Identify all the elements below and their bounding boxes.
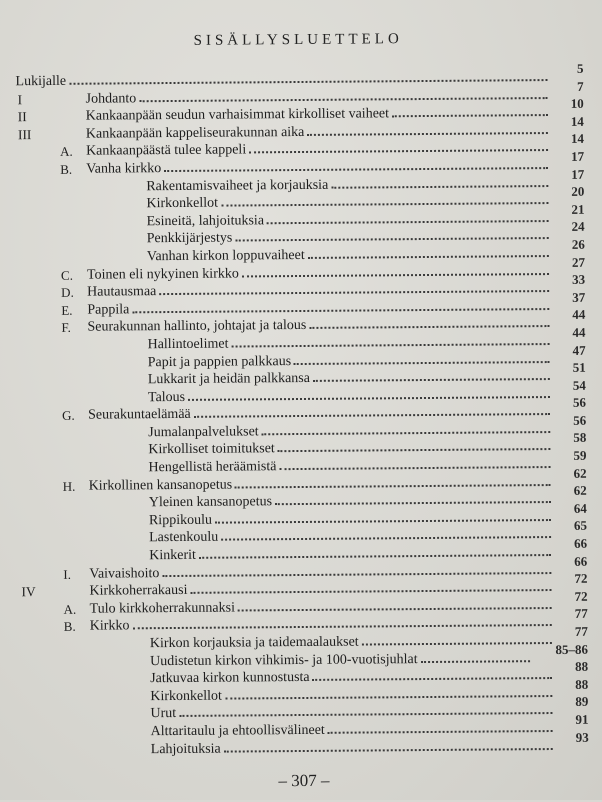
section-letter: G. — [62, 408, 75, 424]
entry-title: Kirkollinen kansanopetus — [88, 477, 233, 494]
dot-leader — [307, 131, 548, 136]
page-ref: 77 — [574, 623, 588, 639]
page-ref: 65 — [573, 518, 588, 534]
dot-leader — [242, 272, 549, 277]
dot-leader — [231, 342, 549, 347]
dot-leader — [179, 711, 552, 717]
entry-title: Lastenkoulu — [149, 530, 219, 546]
section-letter: A. — [59, 144, 73, 160]
page-ref: 47 — [572, 342, 586, 358]
dot-leader — [199, 553, 551, 559]
page-ref: 17 — [571, 166, 585, 182]
page-ref: 88 — [575, 676, 589, 692]
page-title: SISÄLLYSLUETTELO — [193, 31, 403, 49]
entry-title: Papit ja pappien palkkaus — [147, 353, 292, 370]
page-ref: 93 — [575, 729, 589, 745]
dot-leader — [331, 184, 548, 189]
page-ref: 88 — [575, 658, 589, 675]
dot-leader — [279, 465, 550, 470]
page-ref: 62 — [573, 483, 587, 499]
dot-leader — [188, 395, 550, 401]
dot-leader — [224, 747, 553, 753]
chapter-numeral: II — [17, 109, 27, 125]
entry-title: Lukijalle — [15, 73, 67, 90]
entry-title: Talous — [147, 389, 186, 405]
section-letter: I. — [63, 566, 72, 582]
page-ref: 27 — [571, 254, 585, 270]
entry-title: Seurakuntaelämää — [88, 407, 191, 423]
section-letter: E. — [61, 302, 73, 318]
page-ref: 14 — [570, 113, 584, 129]
entry-title: Kirkonkellot — [150, 688, 222, 704]
entry-title: Hallintoelimet — [147, 336, 229, 353]
page-ref: 51 — [572, 359, 586, 375]
entry-title: Urut — [150, 706, 177, 722]
entry-title: Kankaanpään kappeliseurakunnan aika — [85, 124, 305, 142]
dot-leader — [225, 694, 552, 700]
page-ref: 64 — [573, 500, 587, 516]
entry-title: Hautausmaa — [87, 284, 157, 300]
page-ref: 66 — [574, 553, 588, 569]
entry-title: Rippikoulu — [148, 512, 213, 529]
entry-title: Jumalanpalvelukset — [148, 424, 259, 441]
entry-title: Uudistetun kirkon vihkimis- ja 100-vuotisjuhlat — [149, 651, 418, 669]
entry-title: Esineitä, lahjoituksia — [146, 213, 265, 229]
dot-leader — [249, 148, 548, 153]
dot-leader — [132, 623, 551, 629]
page-ref: 56 — [573, 412, 587, 428]
page-ref: 85–86 — [555, 641, 589, 657]
dot-leader — [215, 518, 551, 524]
entry-title: Kirkkoherrakausi — [89, 583, 188, 599]
page-ref: 66 — [574, 535, 588, 551]
entry-title: Kankaanpään seudun varhaisimmat kirkolliset vaiheet — [85, 106, 390, 124]
chapter-numeral: III — [17, 126, 32, 142]
entry-title: Hengellistä heräämistä — [148, 459, 277, 476]
dot-leader — [309, 324, 549, 329]
page-ref: 89 — [575, 694, 589, 710]
dot-leader — [162, 571, 551, 577]
dot-leader — [362, 641, 552, 645]
dot-leader — [328, 729, 553, 734]
dot-leader — [238, 606, 552, 611]
entry-title: Rakentamisvaiheet ja korjauksia — [146, 177, 329, 194]
chapter-numeral: IV — [21, 584, 36, 600]
dot-leader — [308, 254, 549, 259]
page-ref: 17 — [571, 148, 585, 164]
page-ref: 26 — [571, 236, 585, 252]
page-ref: 21 — [571, 201, 585, 217]
page-ref: 54 — [572, 377, 586, 393]
page-ref: 72 — [574, 588, 588, 604]
section-letter: H. — [62, 478, 76, 494]
table-of-contents — [15, 60, 589, 759]
dot-leader — [294, 360, 550, 365]
entry-title: Jatkuvaa kirkon kunnostusta — [150, 670, 310, 687]
section-letter: A. — [63, 601, 77, 617]
dot-leader — [313, 377, 550, 382]
page-ref: 56 — [572, 395, 587, 411]
dot-leader — [194, 412, 550, 418]
dot-leader — [164, 166, 548, 172]
dot-leader — [235, 236, 548, 241]
dot-leader — [275, 500, 551, 505]
page-ref: 5 — [576, 60, 584, 76]
dot-leader — [190, 588, 551, 594]
dot-leader — [69, 78, 547, 85]
section-letter: C. — [60, 267, 73, 283]
entry-title: Johdanto — [85, 90, 137, 107]
entry-title: Vanha kirkko — [86, 161, 162, 177]
entry-title: Tulo kirkkoherrakunnaksi — [89, 600, 236, 617]
page-ref: 62 — [573, 465, 587, 481]
page-ref: 59 — [573, 447, 587, 463]
dot-leader — [421, 659, 530, 663]
entry-title: Alttaritaulu ja ehtoollisvälineet — [150, 722, 325, 740]
entry-title: Toinen eli nykyinen kirkko — [86, 266, 239, 283]
page-ref: 91 — [575, 711, 589, 727]
page-ref: 7 — [576, 78, 584, 94]
section-letter: F. — [61, 320, 71, 336]
page-ref: 77 — [574, 606, 588, 622]
dot-leader — [262, 430, 551, 435]
page-ref: 20 — [571, 183, 585, 200]
page-ref: 10 — [570, 95, 584, 112]
entry-title: Lahjoituksia — [150, 741, 221, 757]
section-letter: D. — [61, 284, 74, 300]
page-ref: 37 — [572, 289, 586, 305]
entry-title: Kirkko — [89, 618, 130, 635]
page-ref: 33 — [572, 271, 586, 287]
entry-title: Vaivaishoito — [89, 565, 160, 582]
entry-title: Penkkijärjestys — [146, 230, 233, 247]
entry-title: Kankaanpäästä tulee kappeli — [85, 142, 247, 160]
dot-leader — [132, 307, 549, 313]
entry-title: Lukkarit ja heidän palkkansa — [147, 371, 310, 388]
entry-title: Kirkon korjauksia ja taidemaalaukset — [149, 634, 359, 652]
dot-leader — [221, 535, 551, 541]
dot-leader — [267, 219, 549, 224]
dot-leader — [221, 201, 548, 207]
page-ref: 44 — [572, 307, 586, 323]
section-letter: B. — [63, 619, 76, 635]
dot-leader — [278, 448, 551, 453]
page-number: – 307 – — [278, 770, 330, 791]
page-ref: 24 — [571, 219, 585, 235]
page-ref: 44 — [572, 324, 586, 340]
page-ref: 72 — [574, 570, 588, 587]
dot-leader — [313, 676, 553, 681]
entry-title: Kirkolliset toimitukset — [148, 441, 275, 458]
entry-title: Kinkerit — [149, 547, 196, 564]
entry-title: Vanhan kirkon loppuvaiheet — [146, 247, 305, 265]
entry-title: Pappila — [87, 302, 130, 318]
page-ref: 58 — [573, 430, 587, 446]
chapter-numeral: I — [17, 91, 23, 107]
entry-title: Yleinen kansanopetus — [148, 494, 273, 511]
page-ref: 14 — [570, 131, 585, 147]
section-letter: B. — [60, 161, 73, 177]
dot-leader — [139, 96, 547, 102]
entry-title: Seurakunnan hallinto, johtajat ja talous — [87, 318, 307, 335]
dot-leader — [159, 289, 549, 295]
dot-leader — [235, 483, 551, 488]
entry-title: Kirkonkellot — [146, 195, 219, 212]
